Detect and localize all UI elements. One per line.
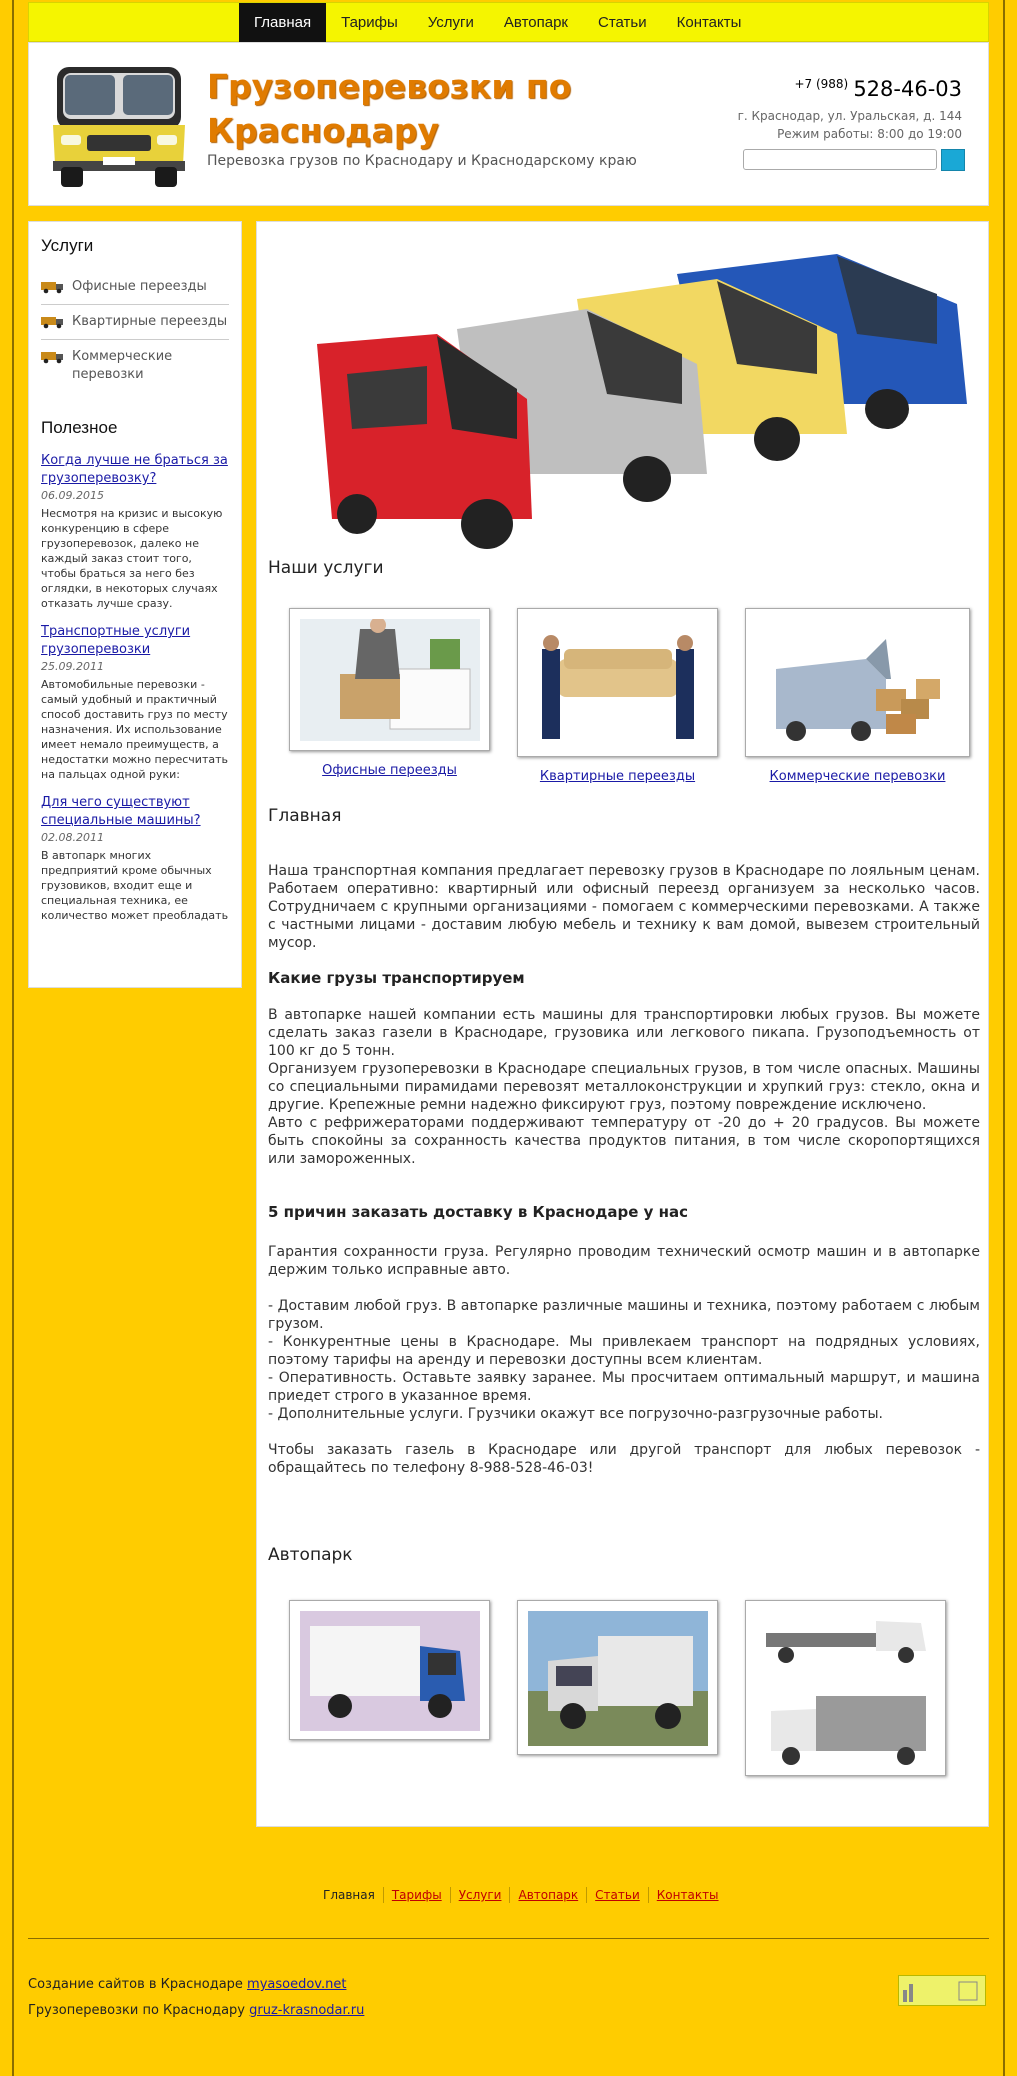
article-link[interactable]: Транспортные услуги грузоперевозки [41, 624, 191, 657]
article-excerpt: Несмотря на кризис и высокую конкуренцию в сфере грузоперевозок, далеко не каждый заказ стоит того, чтобы браться за него без оглядки, в некоторых случаях отказать лучше сразу. [41, 507, 223, 610]
sidebar-item-apartment-moves[interactable] [41, 305, 229, 340]
commercial-transport-image [756, 619, 960, 747]
footer-credit-line [28, 1977, 346, 1992]
cargo-text-2: Организуем грузоперевозки в Краснодаре специальных грузов, в том числе опасных. Машины со специальными пирамидами перевозят металлоконструкции и хрупкий груз: стекло, окна и другие. Крепежные ремни надежно фиксируют груз, поэтому повреждение исключено. [268, 1061, 980, 1113]
footer-credit-link[interactable]: myasoedov.net [247, 1977, 347, 1992]
sidebar-useful-heading: Полезное [41, 418, 118, 437]
article-date: 02.08.2011 [41, 831, 104, 844]
nav-item-fleet[interactable]: Автопарк [503, 14, 568, 31]
reasons-intro: Гарантия сохранности груза. Регулярно проводим технический осмотр машин и в автопарке держим только исправные авто. [268, 1244, 980, 1278]
cargo-text-1: В автопарке нашей компании есть машины для транспортировки любых грузов. Вы можете сделать заказ газели в Краснодаре, грузовика или легкового пикапа. Грузоподъемность от 100 кг до 5 тонн. [268, 1007, 980, 1059]
article-link[interactable]: Когда лучше не браться за грузоперевозку? [41, 453, 228, 486]
truck-icon [41, 315, 65, 329]
footer-site-line [28, 2003, 364, 2018]
gazelle-flatbed-image [756, 1611, 936, 1767]
service-link-office[interactable]: Офисные переезды [322, 763, 457, 778]
service-card-apartment[interactable] [517, 608, 718, 757]
home-heading: Главная [268, 806, 342, 826]
counter-chart-icon [899, 1976, 987, 2007]
search-button[interactable] [941, 149, 965, 171]
truck-icon [41, 350, 65, 364]
footer-navigation [315, 1887, 727, 1903]
footer-credit-text: Создание сайтов в Краснодаре [28, 1977, 243, 1992]
nav-item-tariffs[interactable]: Тарифы [341, 14, 398, 31]
reasons-heading: 5 причин заказать доставку в Краснодаре у нас [268, 1203, 688, 1221]
nav-item-contacts[interactable]: Контакты [676, 14, 742, 31]
sidebar-services-heading: Услуги [41, 236, 94, 255]
fleet-card[interactable] [745, 1600, 946, 1776]
fleet-card[interactable] [289, 1600, 490, 1740]
cargo-text-3: Авто с рефрижераторами поддерживают температуру от -20 до + 20 градусов. Вы можете быть спокойны за сохранность качества продуктов питания, в том числе скоропортящихся или замороженных. [268, 1115, 980, 1167]
nav-item-home[interactable]: Главная [239, 3, 326, 43]
service-card-commercial[interactable] [745, 608, 970, 757]
nav-item-services[interactable]: Услуги [427, 14, 474, 31]
footer-divider [28, 1938, 989, 1939]
nav-item-articles[interactable]: Статьи [597, 14, 647, 31]
footer-site-link[interactable]: gruz-krasnodar.ru [249, 2003, 365, 2018]
footer-nav-contacts[interactable]: Контакты [648, 1887, 727, 1903]
phone-main: 528-46-03 [853, 77, 962, 101]
top-navigation [28, 2, 989, 42]
search-input[interactable] [743, 149, 937, 170]
footer-nav-services[interactable]: Услуги [450, 1887, 510, 1903]
article-item [41, 623, 229, 782]
visit-counter-badge[interactable] [898, 1975, 986, 2006]
reasons-cta: Чтобы заказать газель в Краснодаре или другой транспорт для любых перевозок - обращайтесь по телефону 8-988-528-46-03! [268, 1442, 980, 1476]
mercedes-truck-image [300, 1611, 480, 1731]
service-link-apartment[interactable]: Квартирные переезды [539, 769, 696, 784]
site-subtitle: Перевозка грузов по Краснодару и Краснодарскому краю [207, 153, 637, 169]
gazelle-4x4-image [528, 1611, 708, 1746]
working-hours: Режим работы: 8:00 до 19:00 [777, 127, 962, 141]
hero-vans-image [277, 234, 977, 554]
article-item [41, 452, 229, 611]
gazelle-logo-image[interactable] [49, 61, 189, 189]
sidebar-item-label: Квартирные переезды [72, 314, 228, 329]
reasons-item: - Оперативность. Оставьте заявку заранее. Мы просчитаем оптимальный маршрут, и машина приедет строго в указанное время. [268, 1370, 980, 1404]
article-excerpt: Автомобильные перевозки - самый удобный и практичный способ доставить груз по месту назначения. Их использование имеет немало преимуществ, а недостатки можно пересчитать на пальцах одной руки: [41, 678, 228, 781]
article-excerpt: В автопарк многих предприятий кроме обычных грузовиков, входит еще и специальная техника, ее количество может преобладать [41, 849, 229, 922]
footer-site-text: Грузоперевозки по Краснодару [28, 2003, 245, 2018]
phone-prefix: +7 (988) [794, 77, 849, 91]
sidebar-item-commercial[interactable] [41, 340, 229, 392]
footer-nav-fleet[interactable]: Автопарк [509, 1887, 586, 1903]
article-date: 25.09.2011 [41, 660, 104, 673]
phone-number [794, 77, 962, 101]
article-date: 06.09.2015 [41, 489, 104, 502]
service-card-office[interactable] [289, 608, 490, 751]
address-text: г. Краснодар, ул. Уральская, д. 144 [737, 109, 962, 123]
footer-nav-articles[interactable]: Статьи [586, 1887, 648, 1903]
service-link-commercial[interactable]: Коммерческие перевозки [769, 769, 946, 784]
truck-icon [41, 280, 65, 294]
footer-nav-home[interactable]: Главная [323, 1888, 375, 1902]
article-item [41, 794, 229, 923]
sidebar-item-label: Коммерческие перевозки [72, 349, 173, 382]
site-header [28, 42, 989, 206]
footer-nav-tariffs[interactable]: Тарифы [383, 1887, 450, 1903]
site-title[interactable]: Грузоперевозки по Краснодару [207, 67, 572, 150]
home-text: Наша транспортная компания предлагает перевозку грузов в Краснодаре по лояльным ценам. Работаем оперативно: квартирный или офисный переезд организуем за несколько часов. Сотрудничаем с крупными организациями - помогаем с коммерческими перевозками. А также с частными лицами - доставим любую мебель и технику к вам домой, вывезем строительный мусор. [268, 863, 980, 951]
sidebar-services-list [41, 270, 229, 392]
reasons-item: - Доставим любой груз. В автопарке различные машины и техника, поэтому работаем с любым грузом. [268, 1298, 980, 1332]
sidebar-item-office-moves[interactable] [41, 270, 229, 305]
contact-info [738, 107, 962, 143]
sidebar-item-label: Офисные переезды [72, 279, 207, 294]
main-content [256, 221, 989, 1827]
cargo-heading: Какие грузы транспортируем [268, 969, 525, 987]
article-link[interactable]: Для чего существуют специальные машины? [41, 795, 201, 828]
reasons-item: - Конкурентные цены в Краснодаре. Мы привлекаем транспорт на подрядных условиях, поэтому тарифы на аренду и перевозки доступны всем клиентам. [268, 1334, 980, 1368]
services-heading: Наши услуги [268, 558, 384, 578]
office-move-image [300, 619, 480, 741]
fleet-heading: Автопарк [268, 1545, 353, 1565]
fleet-card[interactable] [517, 1600, 718, 1755]
apartment-move-image [528, 619, 708, 747]
sidebar [28, 221, 242, 988]
reasons-item: - Дополнительные услуги. Грузчики окажут все погрузочно-разгрузочные работы. [268, 1406, 883, 1422]
